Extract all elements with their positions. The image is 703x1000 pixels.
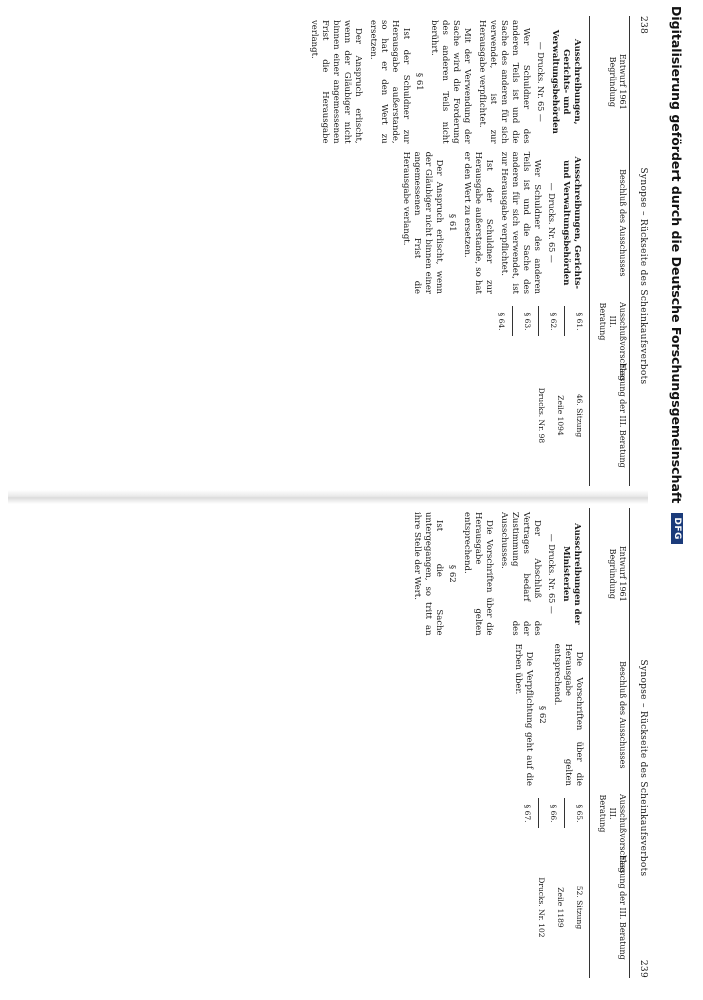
marginal-ref: § 63.: [523, 312, 533, 331]
page-number: 239: [638, 959, 648, 978]
body-paragraph: Der Abschluß des Vertrages bedarf der Zustimmung des Ausschusses.: [499, 512, 543, 636]
section-subtitle: — Drucks. Nr. 65 —: [536, 41, 546, 122]
section-title: Ausschreibungen, Gerichts- und Verwaltungsbehörden: [550, 29, 583, 134]
book-spread: [8, 16, 648, 978]
column-body: [9, 640, 589, 790]
side-note: 52. Sitzung: [575, 885, 585, 930]
column-body: [9, 298, 589, 345]
column-body: [9, 837, 589, 978]
body-paragraph: Die Vorschriften über die Herausgabe gelten entsprechend.: [552, 643, 585, 786]
column-body: [9, 16, 589, 148]
body-paragraph: Der Anspruch erlischt, wenn der Gläubiger nicht binnen einer angemessenen Frist die Herausgabe verlangt.: [401, 151, 445, 294]
running-title: Synopse – Rückseite des Scheinkaufsverbots: [638, 167, 648, 385]
section-subtitle: — Drucks. Nr. 65 —: [547, 533, 557, 614]
credit-text: Digitalisierung gefördert durch die Deutsche Forschungsgemeinschaft: [669, 6, 685, 504]
body-paragraph: Die Vorschriften über die Herausgabe gelten entsprechend.: [462, 512, 495, 636]
section-subtitle: — Drucks. Nr. 65 —: [547, 182, 557, 263]
book-gutter: [8, 490, 648, 504]
marginal-ref: § 64.: [497, 312, 507, 331]
divider: [565, 798, 566, 828]
marginal-ref: § 66.: [549, 804, 559, 823]
body-paragraph: Ist die Sache untergegangen, so tritt an ihre Stelle der Wert.: [412, 512, 445, 636]
right-page: [8, 508, 648, 978]
body-paragraph: Wer Schuldner des anderen Teils ist und die Sache des anderen für sich verwendet, ist zur Herausgabe verpflichtet.: [499, 151, 543, 294]
column-body: [9, 508, 589, 640]
paragraph-ref: § 62: [537, 705, 548, 724]
column-head: Beschluß des Ausschusses: [589, 148, 629, 298]
marginal-ref: § 61.: [575, 312, 585, 331]
divider: [539, 798, 540, 828]
funding-credit: [662, 6, 692, 986]
body-paragraph: Die Verpflichtung geht auf die Erben über.: [513, 643, 535, 786]
section-title: Ausschreibungen, Gerichts- und Verwaltungsbehörden: [561, 156, 583, 290]
running-title: Synopse – Rückseite des Scheinkaufsverbots: [638, 659, 648, 877]
page-number: 238: [638, 16, 648, 35]
side-note: 46. Sitzung: [575, 393, 585, 438]
column-head: Fassung der III. Beratung: [589, 345, 629, 486]
body-paragraph: Ist der Schuldner zur Herausgabe außerstande, so hat er den Wert zu ersetzen.: [368, 20, 412, 144]
side-note: Zeile 1189: [556, 887, 566, 928]
column-grid: [8, 16, 630, 486]
side-note: Drucks. Nr. 98: [537, 387, 547, 444]
running-head: [634, 508, 648, 978]
running-head: [634, 16, 648, 486]
column-body: [9, 345, 589, 486]
dfg-logo: DFG: [671, 513, 683, 544]
marginal-ref: § 65.: [575, 804, 585, 823]
body-paragraph: Ist der Schuldner zur Herausgabe außerstande, so hat er den Wert zu ersetzen.: [462, 151, 495, 294]
paragraph-ref: § 62: [447, 564, 458, 583]
body-paragraph: Wer Schuldner des anderen Teils ist und die Sache des anderen für sich verwendet, ist zur Herausgabe verpflichtet.: [477, 20, 532, 144]
divider: [513, 306, 514, 336]
column-head: Entwurf 1961 Begründung: [589, 16, 629, 148]
body-paragraph: Mit der Verwendung der Sache wird die Forderung des anderen Teils nicht berührt.: [429, 20, 473, 144]
column-grid: [8, 508, 630, 978]
paragraph-ref: § 61: [447, 213, 458, 232]
column-head: Entwurf 1961 Begründung: [589, 508, 629, 640]
marginal-ref: § 62.: [549, 312, 559, 331]
column-head: Beschluß des Ausschusses: [589, 640, 629, 790]
left-page: [8, 16, 648, 486]
side-note: Drucks. Nr. 102: [537, 877, 547, 938]
section-title: Ausschreibungen der Ministerien: [561, 523, 583, 625]
column-head: Fassung der III. Beratung: [589, 837, 629, 978]
side-note: Zeile 1094: [556, 395, 566, 436]
column-body: [9, 148, 589, 298]
column-head: Ausschußvorschlag III. Beratung: [589, 790, 629, 837]
paragraph-ref: § 61: [414, 72, 425, 91]
column-head: Ausschußvorschlag III. Beratung: [589, 298, 629, 345]
divider: [539, 306, 540, 336]
column-body: [9, 790, 589, 837]
body-paragraph: Der Anspruch erlischt, wenn der Gläubiger nicht binnen einer angemessenen Frist die Herausgabe verlangt.: [309, 20, 364, 144]
marginal-ref: § 67.: [523, 804, 533, 823]
divider: [565, 306, 566, 336]
